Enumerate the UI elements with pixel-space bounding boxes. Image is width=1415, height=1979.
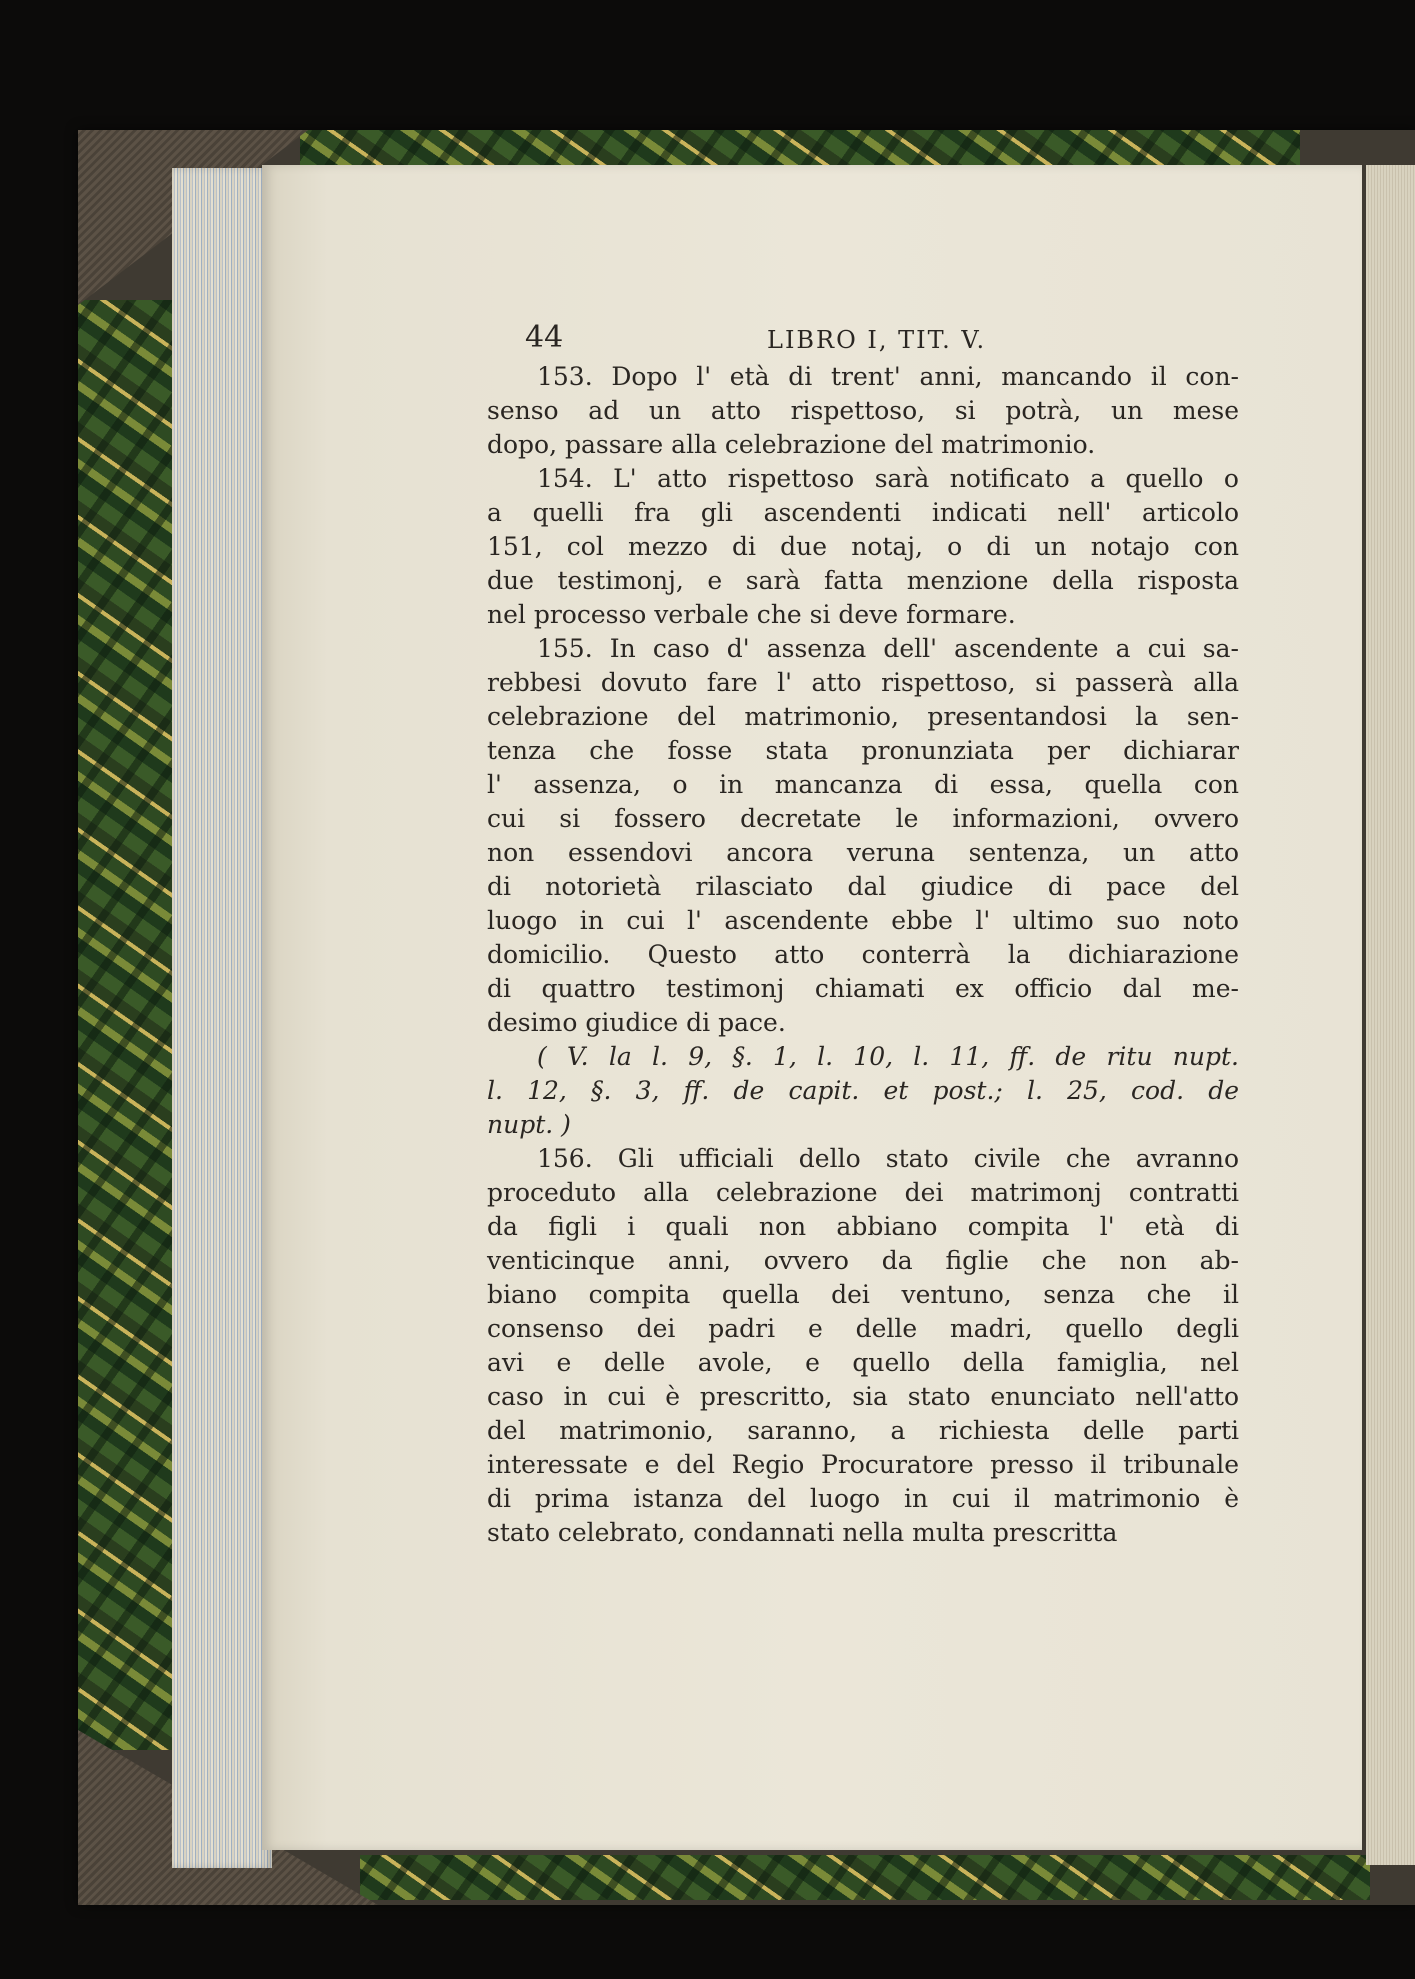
text-line: biano compita quella dei ventuno, senza che il [487, 1280, 1239, 1309]
text-line: ( V. la l. 9, §. 1, l. 10, l. 11, ff. de ritu nupt. [537, 1042, 1239, 1071]
text-line: consenso dei padri e delle madri, quello degli [487, 1314, 1239, 1343]
page-number: 44 [525, 320, 564, 355]
article-paragraph [487, 360, 1239, 462]
text-line: senso ad un atto rispettoso, si potrà, un mese [487, 396, 1239, 425]
text-line: nupt. ) [487, 1110, 571, 1139]
page-text [487, 320, 1239, 1550]
text-line: 154. L' atto rispettoso sarà notificato a quello o [537, 464, 1239, 493]
text-line: a quelli fra gli ascendenti indicati nell' articolo [487, 498, 1239, 527]
text-line: 155. In caso d' assenza dell' ascendente a cui sa- [537, 634, 1239, 663]
page-edges [172, 168, 272, 1868]
text-line: non essendovi ancora veruna sentenza, un atto [487, 838, 1239, 867]
text-line: 151, col mezzo di due notaj, o di un notajo con [487, 532, 1239, 561]
marbled-board-bottom [360, 1855, 1370, 1900]
text-line: luogo in cui l' ascendente ebbe l' ultimo suo noto [487, 906, 1239, 935]
text-line: celebrazione del matrimonio, presentandosi la sen- [487, 702, 1239, 731]
text-line: dopo, passare alla celebrazione del matrimonio. [487, 430, 1096, 459]
article-paragraph [487, 632, 1239, 1040]
text-line: l' assenza, o in mancanza di essa, quella con [487, 770, 1239, 799]
text-line: proceduto alla celebrazione dei matrimonj contratti [487, 1178, 1239, 1207]
article-paragraph [487, 462, 1239, 632]
right-page-edge [1366, 165, 1415, 1865]
marbled-board-top [300, 130, 1300, 170]
text-line: di quattro testimonj chiamati ex officio dal me- [487, 974, 1239, 1003]
text-line: desimo giudice di pace. [487, 1008, 786, 1037]
text-line: stato celebrato, condannati nella multa prescritta [487, 1518, 1118, 1547]
text-line: del matrimonio, saranno, a richiesta delle parti [487, 1416, 1239, 1445]
text-line: tenza che fosse stata pronunziata per dichiarar [487, 736, 1239, 765]
text-line: l. 12, §. 3, ff. de capit. et post.; l. 25, cod. de [487, 1076, 1239, 1105]
text-line: 156. Gli ufficiali dello stato civile che avranno [537, 1144, 1239, 1173]
citation-paragraph [487, 1040, 1239, 1142]
text-line: caso in cui è prescritto, sia stato enunciato nell'atto [487, 1382, 1239, 1411]
running-head: LIBRO I, TIT. V. [767, 326, 987, 354]
text-line: interessate e del Regio Procuratore presso il tribunale [487, 1450, 1239, 1479]
text-line: di notorietà rilasciato dal giudice di pace del [487, 872, 1239, 901]
text-line: rebbesi dovuto fare l' atto rispettoso, si passerà alla [487, 668, 1239, 697]
text-line: avi e delle avole, e quello della famiglia, nel [487, 1348, 1239, 1377]
text-line: due testimonj, e sarà fatta menzione della risposta [487, 566, 1239, 595]
text-line: da figli i quali non abbiano compita l' età di [487, 1212, 1239, 1241]
page-body [487, 360, 1239, 1550]
text-line: venticinque anni, ovvero da figlie che non ab- [487, 1246, 1239, 1275]
page-header [487, 320, 1239, 360]
text-line: domicilio. Questo atto conterrà la dichiarazione [487, 940, 1239, 969]
marbled-board-left [78, 300, 178, 1750]
text-line: 153. Dopo l' età di trent' anni, mancando il con- [537, 362, 1239, 391]
text-line: nel processo verbale che si deve formare. [487, 600, 1016, 629]
text-line: cui si fossero decretate le informazioni, ovvero [487, 804, 1239, 833]
text-line: di prima istanza del luogo in cui il matrimonio è [487, 1484, 1239, 1513]
article-paragraph [487, 1142, 1239, 1550]
